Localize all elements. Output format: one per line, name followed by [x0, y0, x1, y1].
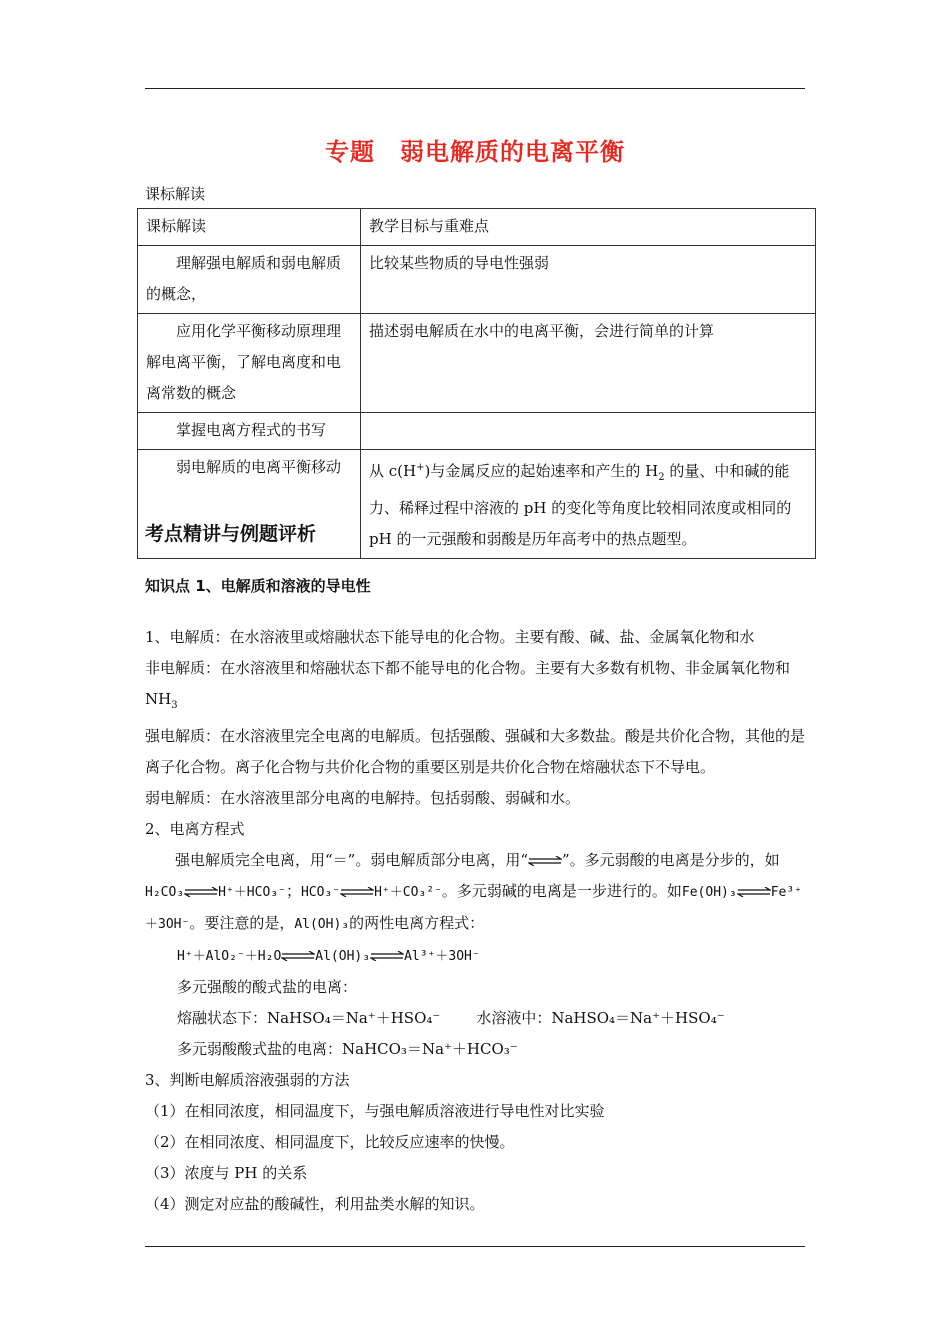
formula: Al³⁺＋3OH⁻ — [404, 949, 480, 964]
text-run: 水溶液中：NaHSO₄＝Na⁺＋HSO₄⁻ — [476, 1009, 725, 1027]
table-row — [138, 314, 816, 413]
curriculum-table — [137, 208, 816, 559]
table-cell: 课标解读 — [138, 209, 361, 246]
table-cell — [361, 413, 816, 450]
body-text — [145, 622, 807, 1220]
text-run: 强电解质完全电离，用“＝”。弱电解质部分电离，用“ — [175, 851, 529, 869]
page-title: 专题 弱电解质的电离平衡 — [325, 137, 625, 166]
formula: H⁺＋CO₃²⁻ — [374, 885, 442, 900]
equilibrium-arrow-icon — [370, 951, 404, 961]
paragraph: 弱电解质：在水溶液里部分电离的电解持。包括弱酸、弱碱和水。 — [145, 789, 581, 807]
header-rule — [145, 88, 805, 89]
formula: H⁺＋HCO₃⁻ — [218, 885, 286, 900]
formula: H⁺＋AlO₂⁻＋H₂O — [177, 949, 282, 964]
paragraph — [145, 845, 807, 940]
text-run: )与金属反应的起始速率和产生的 H — [424, 462, 659, 480]
table-row — [138, 209, 816, 246]
text-run: 。要注意的是， — [189, 914, 295, 932]
formula: Al(OH)₃ — [294, 917, 350, 932]
subscript: 3 — [171, 700, 178, 711]
table-cell: 比较某些物质的导电性强弱 — [361, 246, 816, 314]
list-item: （4）测定对应盐的酸碱性，利用盐类水解的知识。 — [145, 1195, 485, 1213]
table-cell: 应用化学平衡移动原理理解电离平衡，了解电离度和电离常数的概念 — [138, 314, 361, 413]
table-cell: 教学目标与重难点 — [361, 209, 816, 246]
table-row — [138, 246, 816, 314]
text-run: 的量、中和碱的能力、稀释过程中溶液的 pH 的变化等角度比较相同浓度或相同的 pH 的一元强酸和弱酸是历年高考中的热点题型。 — [369, 462, 792, 548]
superscript: + — [416, 462, 425, 473]
subsection-heading: 知识点 1、电解质和溶液的导电性 — [145, 577, 371, 595]
paragraph: 多元弱酸酸式盐的电离：NaHCO₃＝Na⁺＋HCO₃⁻ — [177, 1040, 518, 1058]
text-run: 的两性电离方程式： — [349, 914, 485, 932]
equilibrium-arrow-icon — [340, 887, 374, 897]
paragraph: 2、电离方程式 — [145, 820, 245, 838]
equilibrium-arrow-icon — [281, 951, 315, 961]
table-cell: 描述弱电解质在水中的电离平衡，会进行简单的计算 — [361, 314, 816, 413]
text-run: 。多元弱碱的电离是一步进行的。如 — [441, 882, 682, 900]
text-run: 熔融状态下：NaHSO₄＝Na⁺＋HSO₄⁻ — [177, 1009, 441, 1027]
table-cell: 理解强电解质和弱电解质的概念， — [138, 246, 361, 314]
paragraph: 3、判断电解质溶液强弱的方法 — [145, 1071, 350, 1089]
formula: Fe³⁺＋3OH⁻ — [145, 885, 803, 932]
section-heading: 考点精讲与例题评析 — [145, 523, 317, 545]
equilibrium-arrow-icon — [528, 856, 562, 866]
formula: HCO₃⁻ — [300, 885, 341, 900]
paragraph: 多元强酸的酸式盐的电离： — [177, 978, 358, 996]
list-item: （2）在相同浓度、相同温度下，比较反应速率的快慢。 — [145, 1133, 515, 1151]
table-cell: 掌握电离方程式的书写 — [138, 413, 361, 450]
paragraph — [145, 1003, 807, 1034]
formula: H₂CO₃ — [145, 885, 185, 900]
table-caption: 课标解读 — [145, 185, 206, 203]
equilibrium-arrow-icon — [737, 887, 771, 897]
equilibrium-arrow-icon — [184, 887, 218, 897]
subscript: 2 — [658, 472, 665, 483]
formula: Al(OH)₃ — [315, 949, 371, 964]
text-run: 非电解质：在水溶液里和熔融状态下都不能导电的化合物。主要有大多数有机物、非金属氧化物和 NH — [145, 659, 791, 708]
list-item: （1）在相同浓度，相同温度下，与强电解质溶液进行导电性对比实验 — [145, 1102, 605, 1120]
paragraph: 强电解质：在水溶液里完全电离的电解质。包括强酸、强碱和大多数盐。酸是共价化合物，其他的是离子化合物。离子化合物与共价化合物的重要区别是共价化合物在熔融状态下不导电。 — [145, 727, 806, 776]
paragraph — [145, 940, 807, 972]
text-run: ”。多元弱酸的电离是分步的，如 — [562, 851, 780, 869]
text-run: ； — [285, 882, 301, 900]
footer-rule — [145, 1246, 805, 1247]
paragraph: 1、电解质：在水溶液里或熔融状态下能导电的化合物。主要有酸、碱、盐、金属氧化物和水 — [145, 628, 755, 646]
list-item: （3）浓度与 PH 的关系 — [145, 1164, 308, 1182]
table-row — [138, 413, 816, 450]
formula: Fe(OH)₃ — [681, 885, 737, 900]
table-cell — [361, 450, 816, 559]
text-run: 从 c(H — [369, 462, 417, 480]
table-cell: 弱电解质的电离平衡移动 — [138, 450, 361, 559]
paragraph — [145, 653, 807, 721]
